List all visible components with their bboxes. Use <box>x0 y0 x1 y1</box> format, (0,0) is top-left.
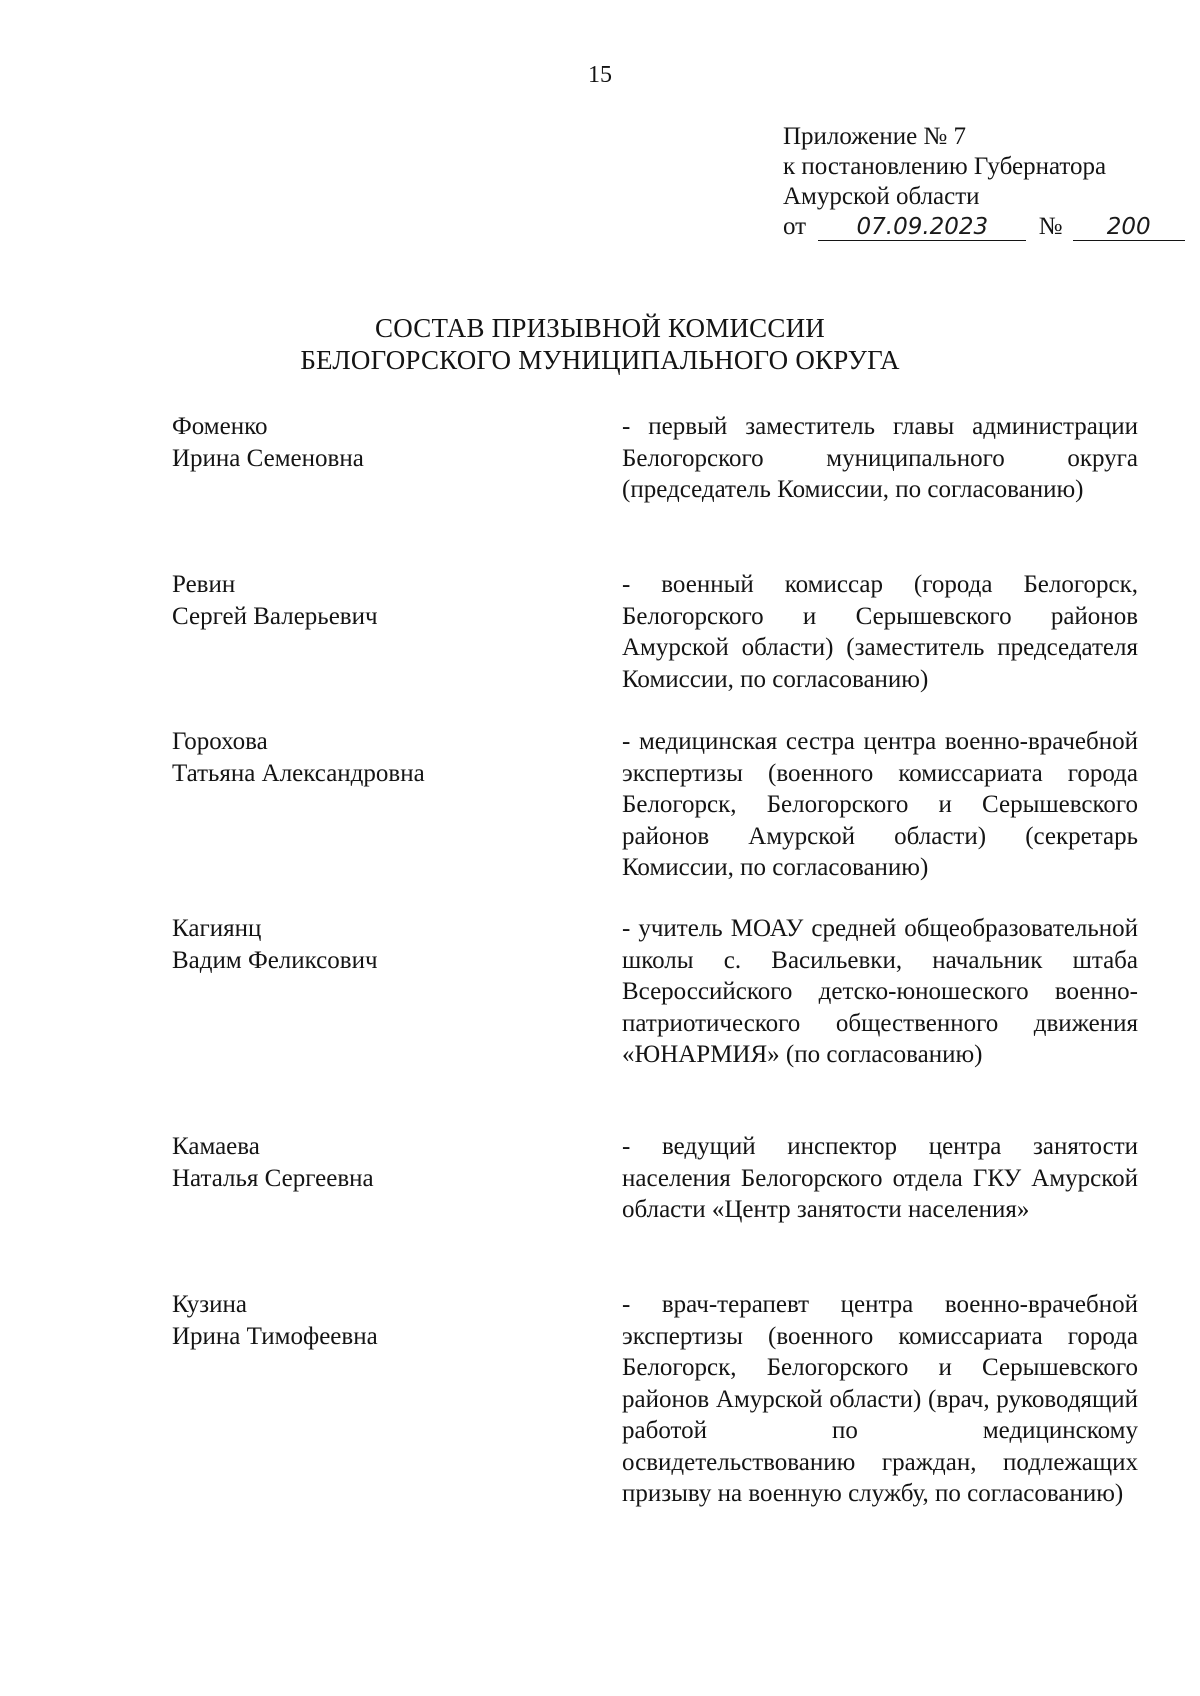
page-number: 15 <box>588 62 612 88</box>
member-surname: Кузина <box>172 1291 248 1318</box>
member-name <box>172 726 532 789</box>
appendix-number: Приложение № 7 <box>783 123 967 150</box>
member-role: - врач-терапевт центра военно-врачебной экспертизы (военного комиссариата города Белогорск, Белогорского и Серышевского районов Амурской области) (врач, руководящий работой по медицинскому освидетельствованию граждан, подлежащих призыву на военную службу, по согласованию) <box>622 1291 1138 1507</box>
member-name <box>172 1289 532 1352</box>
member-surname: Горохова <box>172 728 268 755</box>
member-given-names: Ирина Тимофеевна <box>172 1322 378 1350</box>
title-line-1: СОСТАВ ПРИЗЫВНОЙ КОМИССИИ <box>375 313 825 343</box>
document-title <box>0 312 1200 376</box>
number-sign: № <box>1038 213 1063 240</box>
member-surname: Камаева <box>172 1133 260 1160</box>
member-given-names: Вадим Феликсович <box>172 946 378 974</box>
appendix-reference: к постановлению Губернатора <box>783 153 1107 180</box>
appendix-region: Амурской области <box>783 183 980 210</box>
title-line-2: БЕЛОГОРСКОГО МУНИЦИПАЛЬНОГО ОКРУГА <box>300 345 900 375</box>
member-given-names: Наталья Сергеевна <box>172 1164 374 1192</box>
member-surname: Кагиянц <box>172 915 262 942</box>
member-role: - первый заместитель главы администрации Белогорского муниципального округа (председатель Комиссии, по согласованию) <box>622 413 1138 503</box>
member-name <box>172 569 532 632</box>
date-prefix: от <box>783 213 807 240</box>
member-role: - медицинская сестра центра военно-врачебной экспертизы (военного комиссариата города Белогорск, Белогорского и Серышевского районов Амурской области) (секретарь Комиссии, по согласованию) <box>622 728 1138 881</box>
appendix-header <box>783 122 1185 242</box>
member-given-names: Татьяна Александровна <box>172 759 425 787</box>
handwritten-number: 200 <box>1073 214 1185 241</box>
member-surname: Ревин <box>172 571 236 598</box>
member-name <box>172 913 532 976</box>
member-role: - учитель МОАУ средней общеобразовательной школы с. Васильевки, начальник штаба Всероссийского детско-юношеского военно-патриотического общественного движения «ЮНАРМИЯ» (по согласованию) <box>622 915 1138 1068</box>
appendix-date-number-line <box>783 212 1185 242</box>
member-name <box>172 411 532 474</box>
member-role: - ведущий инспектор центра занятости населения Белогорского отдела ГКУ Амурской области «Центр занятости населения» <box>622 1133 1138 1223</box>
member-surname: Фоменко <box>172 413 268 440</box>
member-name <box>172 1131 532 1194</box>
member-given-names: Ирина Семеновна <box>172 444 364 472</box>
member-given-names: Сергей Валерьевич <box>172 602 378 630</box>
handwritten-date: 07.09.2023 <box>818 214 1026 241</box>
member-role: - военный комиссар (города Белогорск, Белогорского и Серышевского районов Амурской области) (заместитель председателя Комиссии, по согласованию) <box>622 571 1138 693</box>
